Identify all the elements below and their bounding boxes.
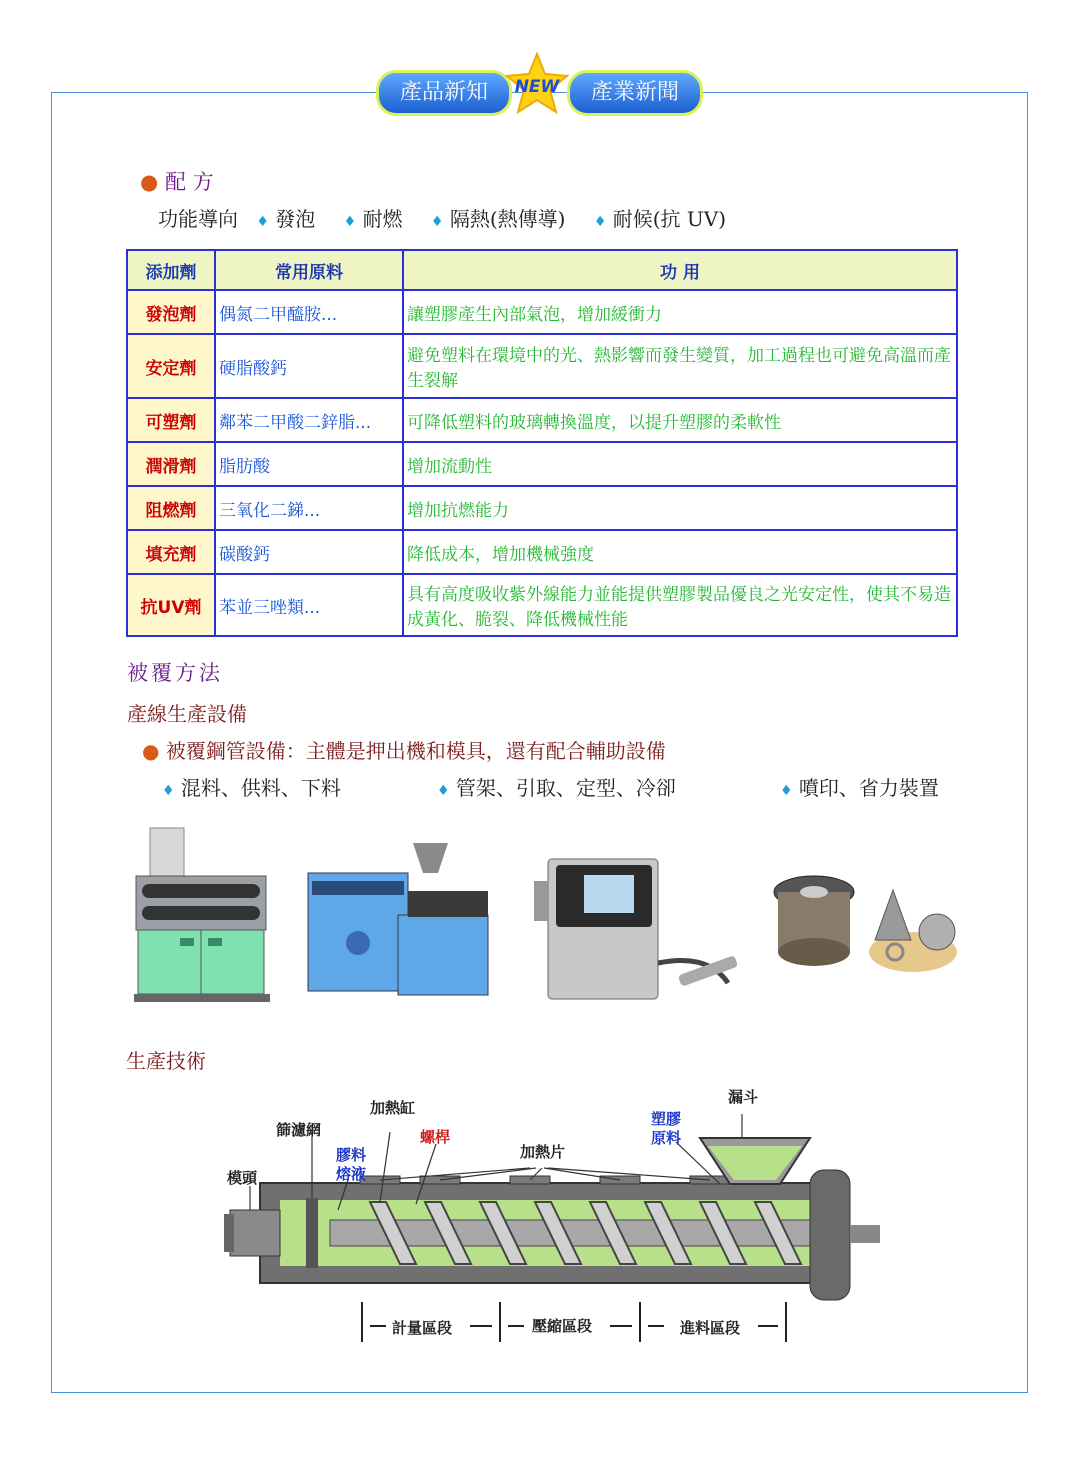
material-cell: 鄰苯二甲酸二鋅脂... bbox=[215, 398, 403, 442]
material-cell: 偶氮二甲醯胺... bbox=[215, 290, 403, 334]
material-cell: 脂肪酸 bbox=[215, 442, 403, 486]
bullet-dot-icon: ● bbox=[140, 170, 159, 194]
additive-cell: 阻燃劑 bbox=[127, 486, 215, 530]
label-raw-line1: 塑膠 bbox=[651, 1110, 682, 1128]
bullet-dot-icon: ● bbox=[142, 739, 160, 763]
additive-cell: 可塑劑 bbox=[127, 398, 215, 442]
coating-item-text: 管架、引取、定型、冷卻 bbox=[455, 776, 676, 800]
col-header-additive: 添加劑 bbox=[127, 250, 215, 290]
label-raw-material bbox=[651, 1110, 681, 1148]
table-row bbox=[127, 398, 957, 442]
label-melt bbox=[336, 1146, 366, 1184]
coating-heading: 被覆方法 bbox=[127, 661, 223, 685]
coating-item-text: 噴印、省力裝置 bbox=[798, 776, 939, 800]
label-screen: 篩濾網 bbox=[276, 1121, 322, 1139]
effect-cell: 增加流動性 bbox=[403, 442, 957, 486]
material-cell: 三氧化二銻... bbox=[215, 486, 403, 530]
label-hopper: 漏斗 bbox=[728, 1088, 759, 1106]
table-row bbox=[127, 442, 957, 486]
die-head-image-2 bbox=[865, 880, 960, 978]
diamond-icon: ♦ bbox=[430, 214, 444, 230]
table-row bbox=[127, 530, 957, 574]
formula-heading-row bbox=[140, 166, 214, 196]
coating-bullet: 被覆鋼管設備：主體是押出機和模具，還有配合輔助設備 bbox=[165, 739, 666, 763]
table-row bbox=[127, 334, 957, 398]
additive-cell: 填充劑 bbox=[127, 530, 215, 574]
material-cell: 苯並三唑類... bbox=[215, 574, 403, 636]
extruder-machine-image bbox=[298, 843, 493, 1001]
effect-cell: 具有高度吸收紫外線能力並能提供塑膠製品優良之光安定性，使其不易造成黃化、脆裂、降低機械性能 bbox=[403, 574, 957, 636]
formula-item: 耐燃 bbox=[362, 207, 403, 231]
label-melt-line1: 膠料 bbox=[336, 1146, 367, 1164]
additive-cell: 潤滑劑 bbox=[127, 442, 215, 486]
formula-item: 隔熱(熱傳導) bbox=[449, 207, 566, 231]
tech-heading: 生產技術 bbox=[126, 1049, 206, 1073]
new-star-icon bbox=[505, 52, 569, 116]
label-heater: 加熱片 bbox=[520, 1143, 566, 1161]
material-cell: 硬脂酸鈣 bbox=[215, 334, 403, 398]
col-header-effect: 功 用 bbox=[403, 250, 957, 290]
coating-item-2 bbox=[437, 772, 676, 801]
coating-item-3 bbox=[780, 772, 939, 801]
label-screw: 螺桿 bbox=[420, 1128, 451, 1146]
table-row bbox=[127, 290, 957, 334]
formula-heading: 配 方 bbox=[165, 170, 214, 194]
additive-cell: 發泡劑 bbox=[127, 290, 215, 334]
tab-product-news[interactable]: 產品新知 bbox=[376, 70, 512, 116]
formula-line-label: 功能導向 bbox=[158, 207, 238, 231]
formula-line bbox=[158, 203, 726, 232]
inkjet-printer-image bbox=[528, 853, 753, 1003]
label-raw-line2: 原料 bbox=[651, 1129, 682, 1147]
effect-cell: 增加抗燃能力 bbox=[403, 486, 957, 530]
coating-item-1 bbox=[162, 772, 341, 801]
diamond-icon: ♦ bbox=[437, 783, 450, 799]
die-head-image-1 bbox=[768, 862, 860, 972]
coating-bullet-row bbox=[142, 735, 666, 764]
additive-cell: 安定劑 bbox=[127, 334, 215, 398]
col-header-material: 常用原料 bbox=[215, 250, 403, 290]
effect-cell: 可降低塑料的玻璃轉換溫度，以提升塑膠的柔軟性 bbox=[403, 398, 957, 442]
diamond-icon: ♦ bbox=[343, 214, 357, 230]
coating-item-text: 混料、供料、下料 bbox=[180, 776, 341, 800]
zone-compression: 壓縮區段 bbox=[532, 1317, 593, 1335]
effect-cell: 降低成本，增加機械強度 bbox=[403, 530, 957, 574]
table-row bbox=[127, 574, 957, 636]
diamond-icon: ♦ bbox=[780, 783, 793, 799]
zone-metering: 計量區段 bbox=[392, 1319, 453, 1337]
additives-table bbox=[126, 249, 958, 637]
effect-cell: 讓塑膠產生內部氣泡，增加緩衝力 bbox=[403, 290, 957, 334]
material-cell: 碳酸鈣 bbox=[215, 530, 403, 574]
label-barrel: 加熱缸 bbox=[370, 1099, 416, 1117]
diamond-icon: ♦ bbox=[162, 783, 175, 799]
puller-machine-image bbox=[128, 826, 280, 1004]
diamond-icon: ♦ bbox=[593, 214, 607, 230]
new-badge: NEW bbox=[514, 77, 560, 97]
table-header-row bbox=[127, 250, 957, 290]
formula-item: 發泡 bbox=[275, 207, 316, 231]
zone-feeding: 進料區段 bbox=[680, 1319, 741, 1337]
formula-item: 耐候(抗 UV) bbox=[612, 207, 726, 231]
tab-industry-news[interactable]: 產業新聞 bbox=[567, 70, 703, 116]
coating-subheading: 產線生產設備 bbox=[127, 702, 247, 726]
additive-cell: 抗UV劑 bbox=[127, 574, 215, 636]
table-row bbox=[127, 486, 957, 530]
diamond-icon: ♦ bbox=[256, 214, 269, 230]
label-melt-line2: 熔液 bbox=[336, 1165, 367, 1183]
effect-cell: 避免塑料在環境中的光、熱影響而發生變質，加工過程也可避免高溫而產生裂解 bbox=[403, 334, 957, 398]
label-die: 模頭 bbox=[227, 1169, 258, 1187]
